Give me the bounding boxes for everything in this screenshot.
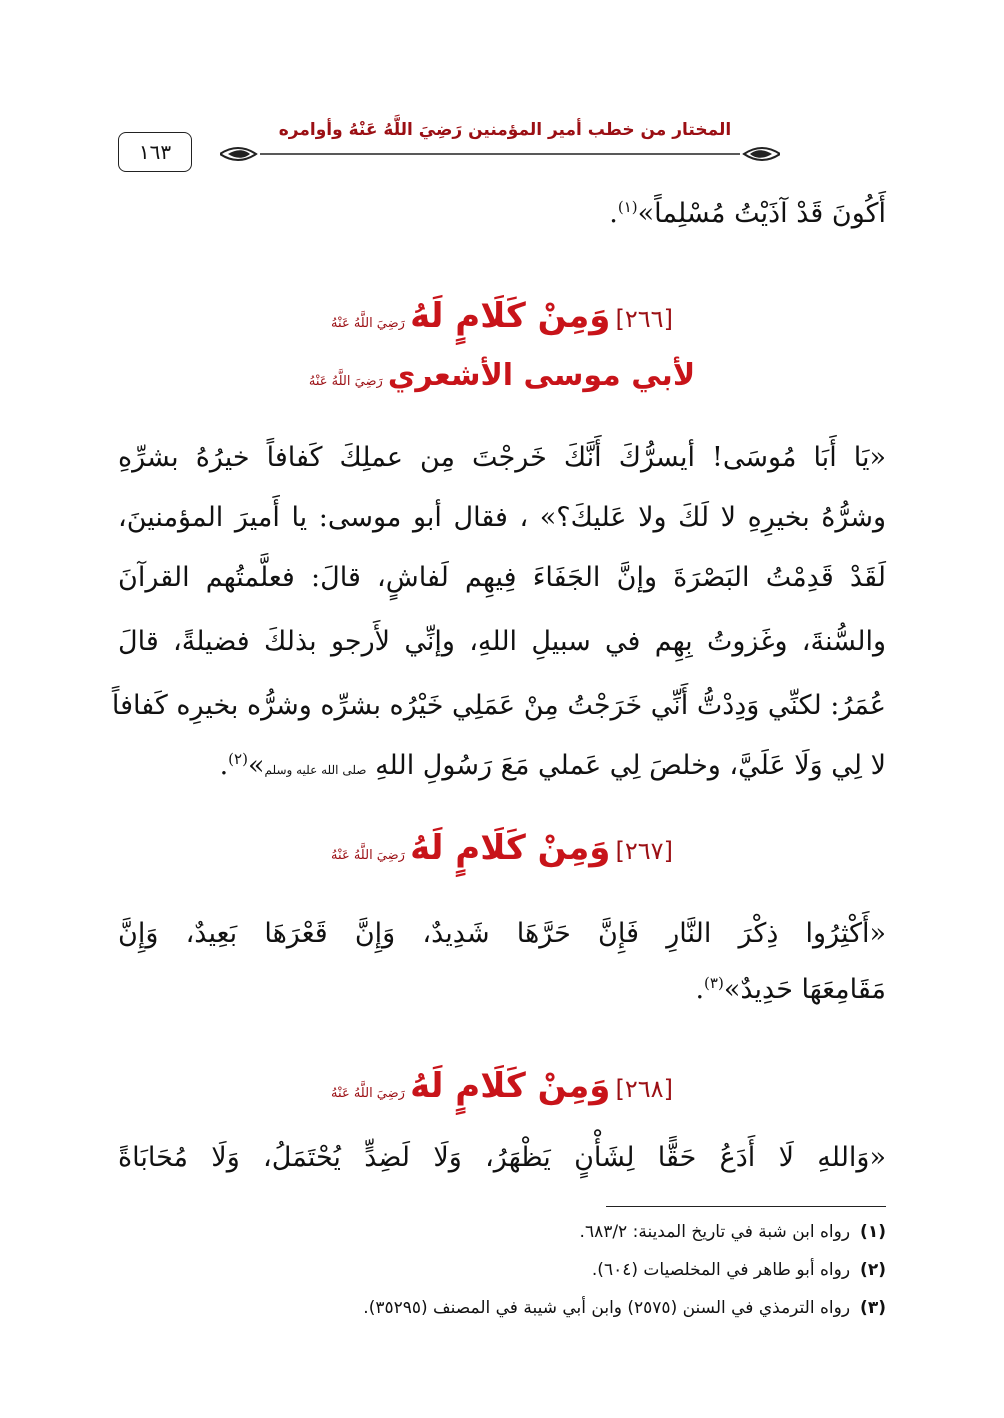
footnote-ref: (١)	[617, 198, 638, 216]
section-number: [٢٦٧]	[615, 837, 673, 865]
section-number: [٢٦٨]	[615, 1075, 673, 1103]
continuation-line: أَكُونَ قَدْ آذَيْتُ مُسْلِماً»$^{(١)}$.	[609, 198, 886, 229]
paragraph-line: والسُّنةَ، وغَزوتُ بِهِم في سبيلِ اللهِ، وإنِّي لأَرجو بذلكَ فضيلةً، قالَ	[118, 626, 886, 657]
section-heading-266	[118, 296, 886, 336]
section-heading-267	[118, 828, 886, 868]
paragraph-last-line: لا لِي وَلَا عَلَيَّ، وخلصَ لِي عَملي مَعَ رَسُولِ اللهِ صلى الله عليه وسلم»$^{(٢)}$.	[219, 750, 886, 781]
footnote-text: رواه الترمذي في السنن (٢٥٧٥) وابن أبي شيبة في المصنف (٣٥٢٩٥).	[363, 1298, 851, 1318]
footnote-ref: (٢)	[228, 750, 248, 768]
footnote-ref: (٣)	[704, 974, 724, 992]
section-title: وَمِنْ كَلَامٍ لَهُ	[410, 296, 611, 336]
paragraph-line: وشرُّهُ بخيرِهِ لا لَكَ ولا عَليكَ؟» ، فقال أبو موسى: يا أَميرَ المؤمنينَ،	[118, 502, 886, 533]
footnote-text: رواه أبو طاهر في المخلصيات (٦٠٤).	[591, 1260, 851, 1280]
honorific: رَضِيَ اللَّهُ عَنْهُ	[308, 374, 383, 389]
footnote-mark: (١)	[860, 1222, 886, 1242]
section-title: وَمِنْ كَلَامٍ لَهُ	[410, 828, 611, 868]
paragraph-line: «يَا أَبَا مُوسَى! أيسرُّكَ أَنَّكَ خَرجْتَ مِن عملِكَ كَفافاً خيرُهُ بشرِّهِ	[118, 442, 886, 473]
honorific: رَضِيَ اللَّهُ عَنْهُ	[331, 316, 405, 331]
paragraph-last-line: مَقَامِعَهَا حَدِيدٌ»$^{(٣)}$.	[695, 974, 886, 1005]
running-header-title: المختار من خطب أمير المؤمنين رَضِيَ اللَّهُ عَنْهُ وأوامره	[278, 120, 732, 140]
footnote-mark: (٣)	[860, 1298, 886, 1318]
footnote-2	[592, 1258, 886, 1282]
paragraph-line: «أَكْثِرُوا ذِكْرَ النَّارِ فَإِنَّ حَرَّهَا شَدِيدٌ، وَإِنَّ قَعْرَهَا بَعِيدٌ، وَإِنَّ	[118, 918, 886, 949]
section-subtitle: لأبي موسى الأشعري	[387, 358, 696, 393]
section-heading-268	[118, 1066, 886, 1106]
footnote-3	[363, 1296, 886, 1320]
footnote-mark: (٢)	[860, 1260, 886, 1280]
prophet-honorific: صلى الله عليه وسلم	[264, 763, 367, 777]
section-title: وَمِنْ كَلَامٍ لَهُ	[410, 1066, 611, 1106]
page-number: ١٦٣	[118, 132, 192, 172]
ornamental-header-rule	[220, 146, 780, 162]
section-number: [٢٦٦]	[615, 305, 673, 333]
footnote-text: رواه ابن شبة في تاريخ المدينة: ٦٨٣/٢.	[579, 1222, 851, 1242]
footnote-divider	[606, 1206, 886, 1207]
footnote-1	[580, 1220, 886, 1244]
honorific: رَضِيَ اللَّهُ عَنْهُ	[331, 848, 405, 863]
section-subheading-266	[118, 358, 886, 393]
paragraph-line: لَقَدْ قَدِمْتُ البَصْرَةَ وإنَّ الجَفَاءَ فِيهِم لَفاشٍ، قالَ: فعلَّمتُهم القرآنَ	[118, 562, 886, 593]
honorific: رَضِيَ اللَّهُ عَنْهُ	[331, 1086, 405, 1101]
paragraph-line: «وَاللهِ لَا أَدَعُ حَقًّا لِشَأْنٍ يَظْهَرُ، وَلَا لَضِدٍّ يُحْتَمَلُ، وَلَا مُحَابَاةً	[118, 1142, 886, 1173]
paragraph-line: عُمَرُ: لكنِّي وَدِدْتُّ أَنِّي خَرَجْتُ مِنْ عَمَلِي خَيْرُه بشرِّه وشرُّه بخيرِه كَفافاً	[111, 690, 886, 721]
